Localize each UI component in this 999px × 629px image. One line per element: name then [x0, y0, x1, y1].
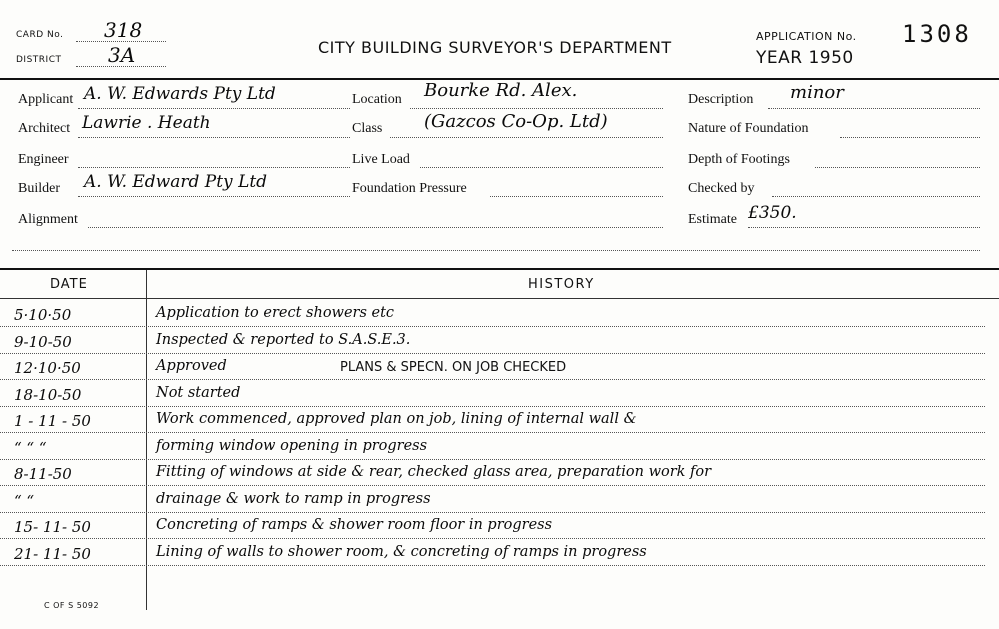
application-label: APPLICATION No.	[756, 30, 857, 43]
plans-checked-stamp: PLANS & SPECN. ON JOB CHECKED	[340, 360, 567, 375]
history-column-header: HISTORY	[528, 277, 595, 292]
history-header-rule	[0, 298, 999, 299]
estimate-value: £350.	[748, 203, 797, 223]
applicant-rule	[78, 108, 350, 109]
history-row-rule	[0, 512, 985, 513]
history-row-rule	[0, 379, 985, 380]
history-entry: drainage & work to ramp in progress	[156, 490, 431, 507]
checked-by-label: Checked by	[688, 181, 755, 196]
history-row-rule	[0, 432, 985, 433]
history-entry: Fitting of windows at side & rear, checked glass area, preparation work for	[156, 464, 712, 480]
history-entry: Concreting of ramps & shower room floor in progress	[156, 517, 553, 533]
applicant-value: A. W. Edwards Pty Ltd	[84, 84, 276, 104]
application-number: 1308	[902, 20, 972, 48]
applicant-label: Applicant	[18, 92, 74, 107]
history-entry: Not started	[156, 384, 241, 401]
class-value: (Gazcos Co-Op. Ltd)	[424, 111, 608, 132]
history-top-rule	[0, 268, 999, 270]
history-row-rule	[0, 538, 985, 539]
foundation-pressure-label: Foundation Pressure	[352, 181, 467, 196]
column-divider	[146, 270, 147, 610]
history-date: 8-11-50	[14, 465, 72, 483]
history-entry: Lining of walls to shower room, & concreting of ramps in progress	[156, 543, 647, 560]
history-entry: Application to erect showers etc	[156, 305, 395, 321]
history-row-rule	[0, 353, 985, 354]
architect-label: Architect	[18, 121, 71, 136]
live-load-rule	[420, 167, 663, 168]
history-row-rule	[0, 406, 985, 407]
history-date: “ “ “	[14, 438, 47, 457]
location-value: Bourke Rd. Alex.	[424, 80, 578, 101]
description-label: Description	[688, 92, 754, 107]
history-entry: forming window opening in progress	[156, 437, 428, 454]
history-date: “ “	[14, 491, 35, 510]
form-code: C OF S 5092	[44, 601, 100, 610]
history-entry: Inspected & reported to S.A.S.E.3.	[156, 331, 411, 348]
history-date: 15- 11- 50	[14, 518, 91, 536]
nature-of-foundation-label: Nature of Foundation	[688, 121, 809, 136]
alignment-label: Alignment	[18, 212, 78, 227]
description-rule	[768, 108, 980, 109]
history-date: 18-10-50	[14, 385, 82, 404]
card-no-value: 318	[104, 18, 143, 42]
district-value: 3A	[108, 43, 136, 67]
estimate-label: Estimate	[688, 212, 737, 227]
engineer-label: Engineer	[18, 152, 69, 167]
history-row-rule	[0, 326, 985, 327]
history-date: 12·10·50	[14, 359, 81, 377]
year-label: YEAR 1950	[756, 48, 854, 68]
class-label: Class	[352, 121, 383, 136]
alignment-rule	[88, 227, 663, 228]
card-no-label: CARD No.	[16, 30, 64, 40]
history-date: 21- 11- 50	[14, 544, 91, 563]
history-row-rule	[0, 485, 985, 486]
department-title: CITY BUILDING SURVEYOR'S DEPARTMENT	[318, 38, 672, 57]
history-row-rule	[0, 459, 985, 460]
history-entry: Approved	[156, 358, 227, 374]
district-label: DISTRICT	[16, 55, 62, 65]
history-row-rule	[0, 565, 985, 566]
date-column-header: DATE	[50, 277, 88, 292]
history-entry: Work commenced, approved plan on job, lining of internal wall &	[156, 411, 637, 427]
live-load-label: Live Load	[352, 152, 410, 167]
card-no-rule	[76, 41, 166, 42]
builder-value: A. W. Edward Pty Ltd	[84, 172, 268, 192]
district-rule	[76, 66, 166, 67]
class-rule	[390, 137, 663, 138]
builder-label: Builder	[18, 181, 60, 196]
architect-value: Lawrie . Heath	[82, 113, 211, 133]
depth-of-footings-label: Depth of Footings	[688, 152, 790, 167]
checked-rule	[772, 196, 980, 197]
fields-bottom-rule	[12, 250, 980, 251]
description-value: minor	[790, 82, 844, 103]
history-date: 1 - 11 - 50	[14, 412, 91, 430]
foundation-pressure-rule	[490, 196, 663, 197]
depth-rule	[815, 167, 980, 168]
architect-rule	[78, 137, 350, 138]
nature-rule	[840, 137, 980, 138]
history-date: 9-10-50	[14, 332, 72, 351]
estimate-rule	[748, 227, 980, 228]
location-rule	[410, 108, 663, 109]
history-date: 5·10·50	[14, 306, 72, 324]
engineer-rule	[78, 167, 350, 168]
location-label: Location	[352, 92, 402, 107]
builder-rule	[78, 196, 350, 197]
